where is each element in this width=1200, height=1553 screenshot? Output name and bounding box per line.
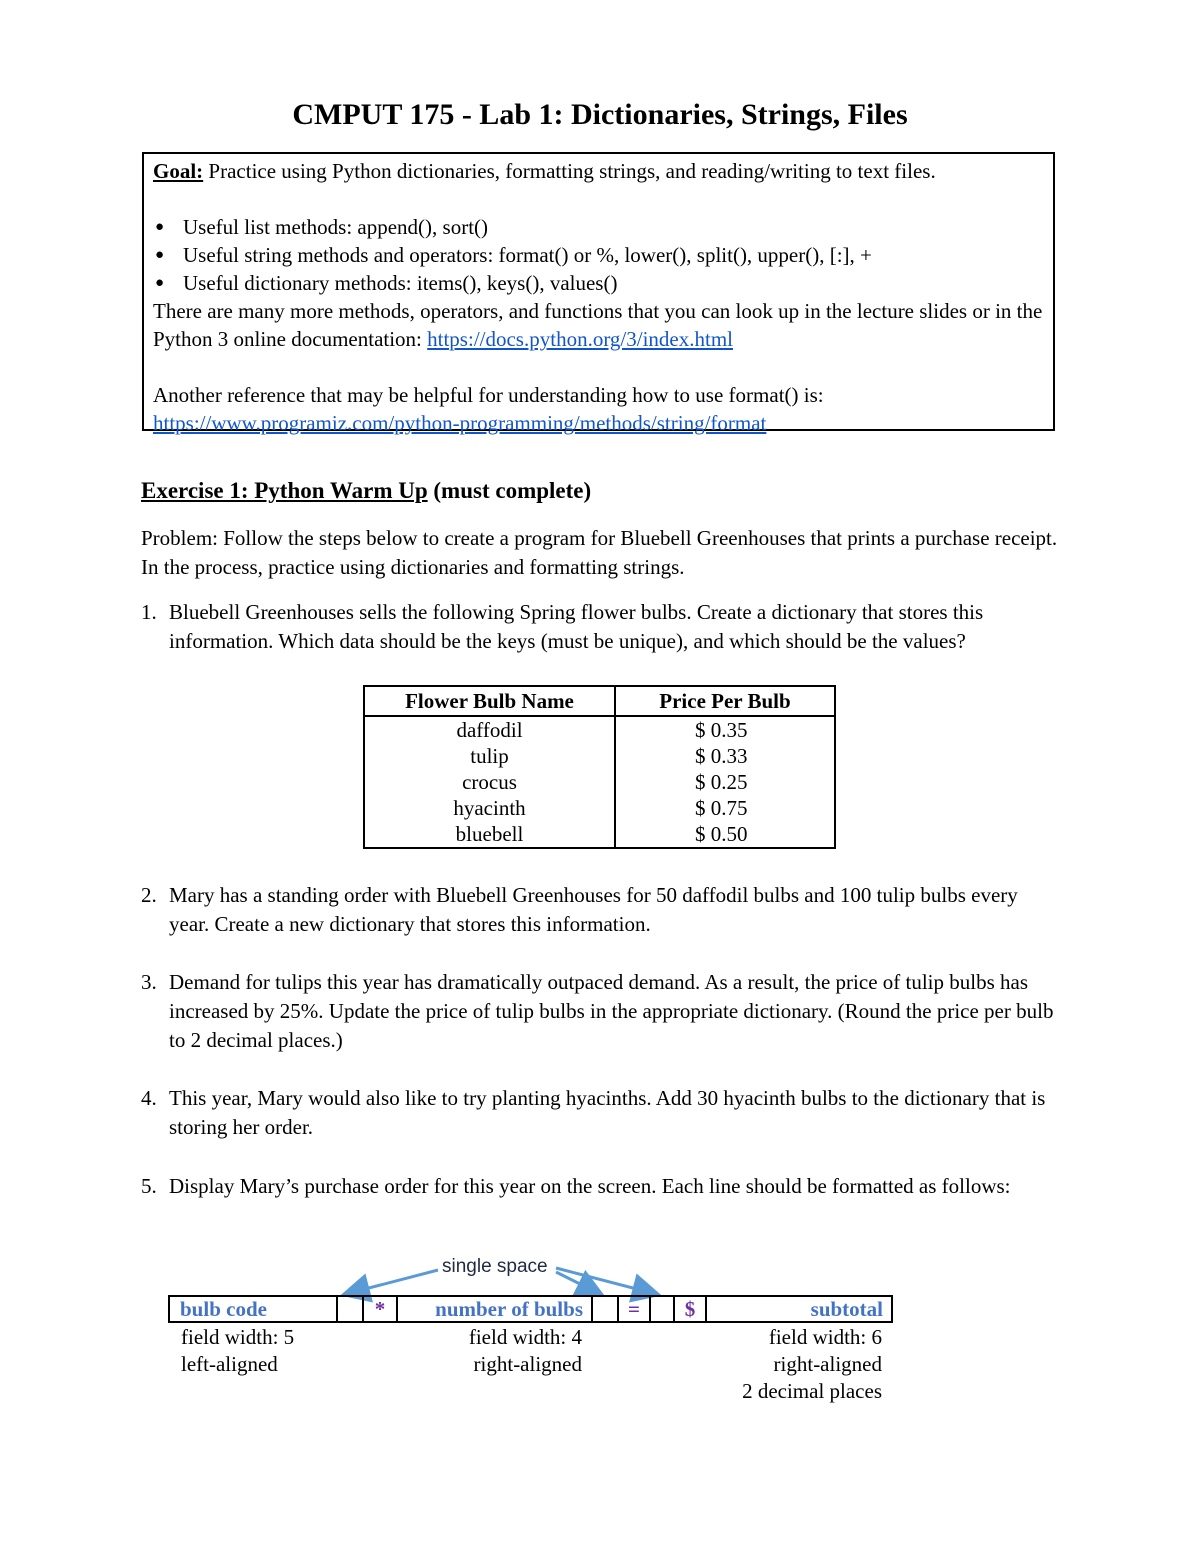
bulb-price: $ 0.50 [615, 821, 835, 848]
reference-paragraph: Another reference that may be helpful for understanding how to use format() is: [153, 383, 824, 407]
bulb-code-note [181, 1324, 294, 1378]
note-field-width: field width: 5 [181, 1325, 295, 1349]
step-text: Mary has a standing order with Bluebell Greenhouses for 50 daffodil bulbs and 100 tulip bulbs every year. Create a new dictionary that stores this information. [169, 883, 1018, 936]
arrow-middle [556, 1272, 600, 1294]
step-2 [141, 881, 1061, 939]
list-item: ● Useful string methods and operators: format() or %, lower(), split(), upper(), [:], + [153, 241, 1044, 269]
table-row [364, 743, 835, 769]
methods-list [153, 213, 1044, 297]
note-alignment: right-aligned [773, 1352, 882, 1376]
table-row [364, 769, 835, 795]
note-alignment: left-aligned [181, 1352, 278, 1376]
exercise-heading [141, 478, 591, 504]
step-text: Demand for tulips this year has dramatically outpaced demand. As a result, the price of tulip bulbs has increased by 25%. Update the price of tulip bulbs in the appropriate dictionary. (Round the price per bulb to 2 decimal places.) [169, 970, 1054, 1052]
single-space-arrows [0, 1250, 1200, 1410]
single-space-callout: single space [442, 1256, 548, 1277]
field-space [593, 1297, 619, 1321]
exercise-requirement: (must complete) [427, 478, 592, 503]
list-item: ● Useful dictionary methods: items(), keys(), values() [153, 269, 1044, 297]
step-text: Display Mary’s purchase order for this year on the screen. Each line should be formatted as follows: [169, 1174, 1011, 1198]
field-space [338, 1297, 364, 1321]
step-5 [141, 1172, 1061, 1201]
field-star: * [364, 1297, 398, 1321]
page-title: CMPUT 175 - Lab 1: Dictionaries, Strings, Files [292, 98, 908, 131]
table-header-row [364, 686, 835, 716]
goal-box [142, 152, 1055, 435]
exercise-title: Exercise 1: Python Warm Up [141, 478, 428, 503]
programiz-format-link[interactable]: https://www.programiz.com/python-programming/methods/string/format [153, 411, 767, 435]
field-bulb-code: bulb code [170, 1297, 338, 1321]
subtotal-note [700, 1324, 882, 1405]
number-of-bulbs-note [454, 1324, 582, 1378]
goal-text: Practice using Python dictionaries, formatting strings, and reading/writing to text files. [203, 159, 936, 183]
field-space [651, 1297, 675, 1321]
bulb-price: $ 0.75 [615, 795, 835, 821]
column-header-price: Price Per Bulb [615, 686, 835, 716]
bulb-name: bluebell [364, 821, 615, 848]
problem-statement: Problem: Follow the steps below to create a program for Bluebell Greenhouses that prints a purchase receipt. In the process, practice using dictionaries and formatting strings. [141, 526, 1058, 579]
field-subtotal: subtotal [810, 1297, 883, 1321]
note-field-width: field width: 6 [768, 1325, 882, 1349]
field-equals: = [619, 1297, 651, 1321]
bulb-price: $ 0.35 [615, 716, 835, 743]
column-header-name: Flower Bulb Name [364, 686, 615, 716]
step-3 [141, 968, 1061, 1055]
field-number-of-bulbs: number of bulbs [398, 1297, 593, 1321]
note-field-width: field width: 4 [468, 1325, 582, 1349]
bulb-name: crocus [364, 769, 615, 795]
table-row [364, 795, 835, 821]
field-dollar: $ [675, 1297, 707, 1321]
step-number: 3. [141, 970, 157, 994]
step-number: 1. [141, 600, 157, 624]
format-fields-row [168, 1295, 893, 1323]
goal-label: Goal: [153, 159, 204, 183]
docs-text: There are many more methods, operators, and functions that you can look up in the lecture slides or in the Python 3 online documentation: [153, 299, 1043, 351]
step-number: 4. [141, 1086, 157, 1110]
goal-paragraph [153, 157, 1044, 185]
bulb-price-table [363, 685, 836, 849]
list-item: ● Useful list methods: append(), sort() [153, 213, 1044, 241]
step-number: 2. [141, 883, 157, 907]
bulb-name: tulip [364, 743, 615, 769]
step-4 [141, 1084, 1061, 1142]
python-docs-link[interactable]: https://docs.python.org/3/index.html [427, 327, 734, 351]
table-row [364, 716, 835, 743]
bulb-name: hyacinth [364, 795, 615, 821]
step-text: This year, Mary would also like to try planting hyacinths. Add 30 hyacinth bulbs to the dictionary that is storing her order. [169, 1086, 1046, 1139]
table-row [364, 821, 835, 848]
bulb-price: $ 0.33 [615, 743, 835, 769]
note-decimals: 2 decimal places [742, 1379, 882, 1403]
format-diagram [0, 1250, 1200, 1410]
bulb-name: daffodil [364, 716, 615, 743]
step-text: Bluebell Greenhouses sells the following Spring flower bulbs. Create a dictionary that stores this information. Which data should be the keys (must be unique), and which should be the values? [169, 600, 984, 653]
step-1 [141, 598, 1061, 656]
note-alignment: right-aligned [473, 1352, 582, 1376]
arrow-left [346, 1270, 438, 1294]
docs-paragraph [153, 297, 1044, 353]
step-number: 5. [141, 1174, 157, 1198]
bulb-price: $ 0.25 [615, 769, 835, 795]
